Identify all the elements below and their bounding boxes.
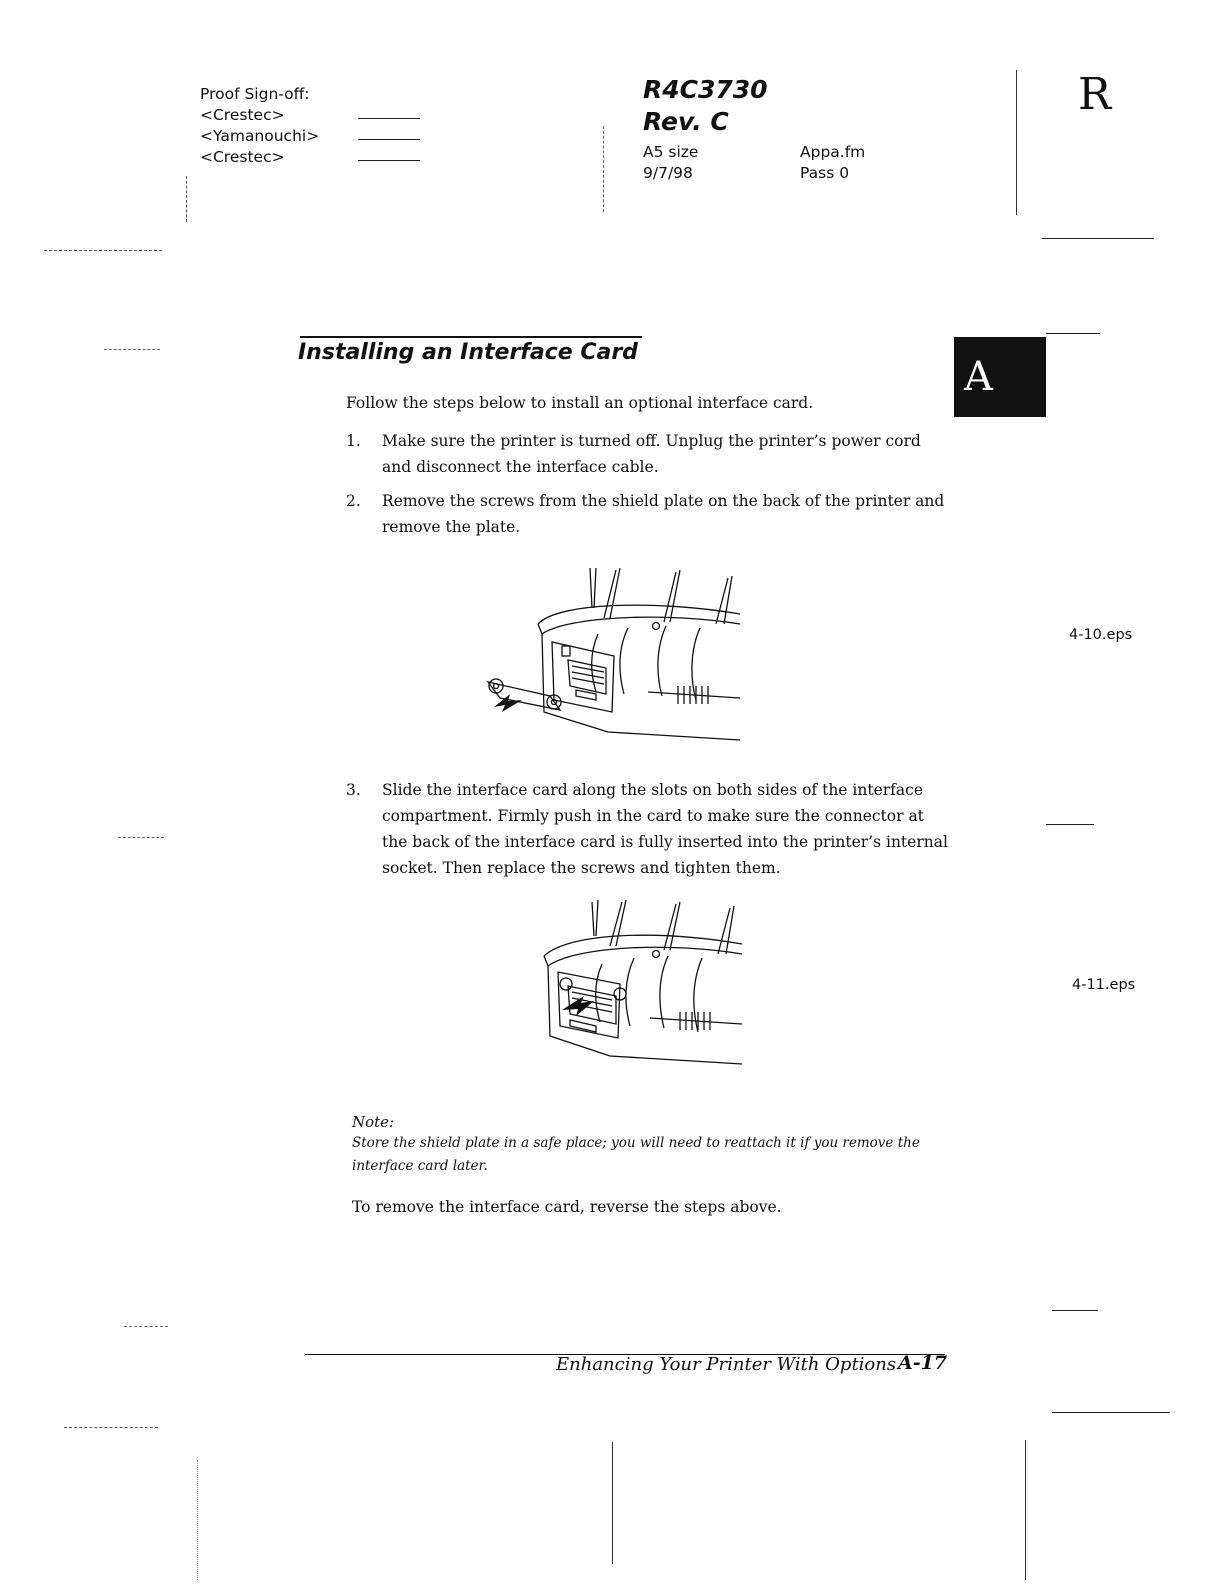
- step-item: [346, 488, 946, 542]
- crop-mark: [612, 1442, 613, 1564]
- crop-mark: [186, 176, 187, 222]
- crop-mark: [1046, 333, 1100, 334]
- footer-chapter: Enhancing Your Printer With Options: [556, 1354, 897, 1375]
- crop-mark: [118, 837, 164, 838]
- page-number: A-17: [898, 1352, 948, 1374]
- signoff-entry: <Crestec>: [200, 106, 285, 124]
- printer-remove-shield-plate-icon: [478, 562, 746, 744]
- signoff-entry: <Crestec>: [200, 148, 285, 166]
- crop-mark: [124, 1326, 168, 1327]
- figure-filename: 4-10.eps: [1069, 627, 1133, 643]
- crop-mark: [104, 349, 160, 350]
- step-number: 3.: [346, 781, 361, 799]
- meta-pass: Pass 0: [800, 164, 850, 182]
- proof-signoff-block: [200, 84, 319, 168]
- signoff-line: [358, 160, 420, 161]
- note-label: Note:: [352, 1113, 395, 1131]
- proof-signoff-title: Proof Sign-off:: [200, 85, 310, 103]
- closing-paragraph: To remove the interface card, reverse the steps above.: [352, 1198, 782, 1216]
- note-text: Store the shield plate in a safe place; you will need to reattach it if you remove the interface card later.: [352, 1135, 920, 1174]
- intro-paragraph: Follow the steps below to install an optional interface card.: [346, 394, 814, 412]
- crop-mark: [64, 1427, 158, 1428]
- step-number: 1.: [346, 432, 361, 450]
- crop-mark: [1046, 824, 1094, 825]
- crop-mark: [1052, 1412, 1170, 1413]
- crop-mark: [1025, 1440, 1026, 1580]
- step-number: 2.: [346, 492, 361, 510]
- step-item: [346, 428, 946, 482]
- step-text: Remove the screws from the shield plate on the back of the printer and remove the plate.: [382, 492, 945, 536]
- crop-mark: [197, 1460, 198, 1580]
- step-item: [346, 777, 946, 885]
- crop-mark: [1016, 70, 1017, 215]
- signoff-line: [358, 139, 420, 140]
- doc-code: R4C3730: [643, 75, 768, 104]
- meta-date: 9/7/98: [643, 164, 693, 182]
- section-rule: [300, 336, 642, 338]
- figure-filename: 4-11.eps: [1072, 977, 1136, 993]
- appendix-tab: A: [954, 337, 1046, 417]
- meta-file: Appa.fm: [800, 143, 866, 161]
- revision: Rev. C: [643, 107, 729, 136]
- crop-mark: [603, 126, 604, 212]
- corner-letter: R: [1078, 69, 1112, 120]
- printer-insert-interface-card-icon: [540, 896, 746, 1068]
- signoff-entry: <Yamanouchi>: [200, 127, 320, 145]
- signoff-line: [358, 118, 420, 119]
- section-title: Installing an Interface Card: [298, 340, 638, 365]
- step-text: Slide the interface card along the slots on both sides of the interface compartment. Firmly push in the card to make sure the connector at the back of the interface card is fully inserted into the printer’s internal socket. Then replace the screws and tighten them.: [382, 781, 948, 877]
- crop-mark: [44, 250, 162, 251]
- step-text: Make sure the printer is turned off. Unplug the printer’s power cord and disconnect the interface cable.: [382, 432, 921, 476]
- crop-mark: [1052, 1310, 1098, 1311]
- meta-size: A5 size: [643, 143, 699, 161]
- crop-mark: [1042, 238, 1154, 239]
